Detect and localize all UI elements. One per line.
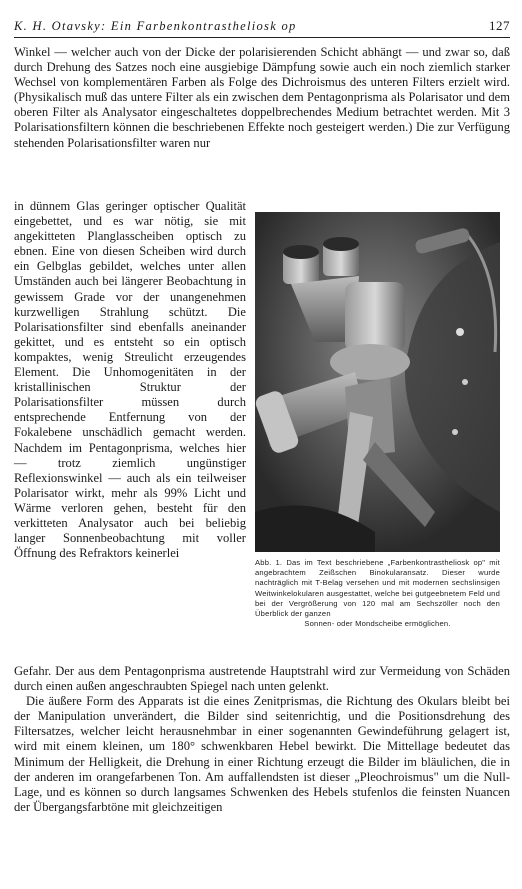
- text-block-bottom: [14, 664, 510, 815]
- paragraph-top: Winkel — welcher auch von der Dicke der polarisierenden Schicht abhängt — und zwar so, daß durch Drehung des Satzes noch eine ausgiebige Dämpfung sowie auch ein noch ziemlich starker Wechsel von komplementären Farben als Folge des Dichroismus des unteren Filters erzielt wird. (Physikalisch muß das untere Filter als ein zwischen dem Pentagonprisma als Polarisator und dem oberen Filter als Analysator eingeschaltetes doppelbrechendes Medium betrachtet werden. Mit 3 Polarisationsfiltern können die beschriebenen Effekte noch gesteigert werden.) Die zur Verfügung stehenden Polarisationsfilter waren nur: [14, 45, 510, 150]
- photo-apparatus: [255, 212, 500, 552]
- text-block-top: [14, 45, 510, 151]
- caption-last-line: Sonnen- oder Mondscheibe ermöglichen.: [304, 619, 451, 629]
- figure-1: [255, 212, 500, 629]
- paragraph-bottom-1: Gefahr. Der aus dem Pentagonprisma austretende Hauptstrahl wird zur Vermeidung von Schäden durch einen außen angeschraubten Spiegel nach unten gelenkt.: [14, 664, 510, 694]
- text-column-left: [14, 199, 246, 561]
- paragraph-column: in dünnem Glas geringer optischer Qualität eingebettet, und es war nötig, sie mit angekitteten Planglasscheiben optisch zu ebnen. Eine von diesen Scheiben wird durch ein Gelbglas gebildet, welches unter allen Umständen auch bei längerer Beobachtung in gewissem Grade vor der unangenehmen kurzwelligen Strahlung schützt. Die Polarisationsfilter sind ebenfalls aneinander gekittet, und es entsteht so ein optisch kompaktes, wenig Streulicht erzeugendes Element. Die Unhomogenitäten in der kristallinischen Struktur der Polarisationsfilter müssen durch entsprechende Entfernung von der Fokalebene unschädlich gemacht werden. Nachdem im Pentagonprisma, welches hier — trotz ziemlich ungünstiger Reflexionswinkel — auch als ein teilweiser Polarisator wirkt, mehr als 99% Licht und Wärme verloren gehen, besteht für den verkitteten Analysator auch bei beliebig langer Sonnenbeobachtung mit voller Öffnung des Refraktors keinerlei: [14, 199, 246, 561]
- page-number: 127: [489, 18, 510, 33]
- paragraph-bottom-2: Die äußere Form des Apparats ist die eines Zenitprismas, die Richtung des Okulars bleibt bei der Manipulation unverändert, die Bilder sind seitenrichtig, und die Positionsdrehung des Filtersatzes, welcher leicht herausnehmbar in einer sogenannten Gewindeführung gelagert ist, wird mit einem kleinen, um 180° schwenkbaren Hebel bewirkt. Die Mittellage bedeutet das Minimum der Helligkeit, die Drehung in einer Richtung erzeugt die Bilder im bläulichen, die in der anderen im orangefarbenen Ton. Am auffallendsten ist dieser „Pleochroismus" um die Null-Lage, und es können so durch langsames Schwenken des Hebels stufenlos die feinsten Nuancen der Übergangsfarbtöne mit gleichzeitigen: [14, 694, 510, 814]
- running-title: K. H. Otavsky: Ein Farbenkontrastheliosk op: [14, 19, 297, 33]
- figure-caption: [255, 558, 500, 629]
- photo-illustration: [255, 212, 500, 552]
- caption-text: Abb. 1. Das im Text beschriebene „Farbenkontrastheliosk op" mit angebrachtem Zeißschen Binokularansatz. Dieser wurde nachträglich mit T-Belag versehen und mit modernen sechslinsigen Weitwinkelokularen ausgestattet, welche bei gutgeebnetem Feld und bei der Vergrößerung von 120 mal am Sechszöller noch den Überblick der ganzen: [255, 558, 500, 619]
- running-header: [14, 18, 510, 38]
